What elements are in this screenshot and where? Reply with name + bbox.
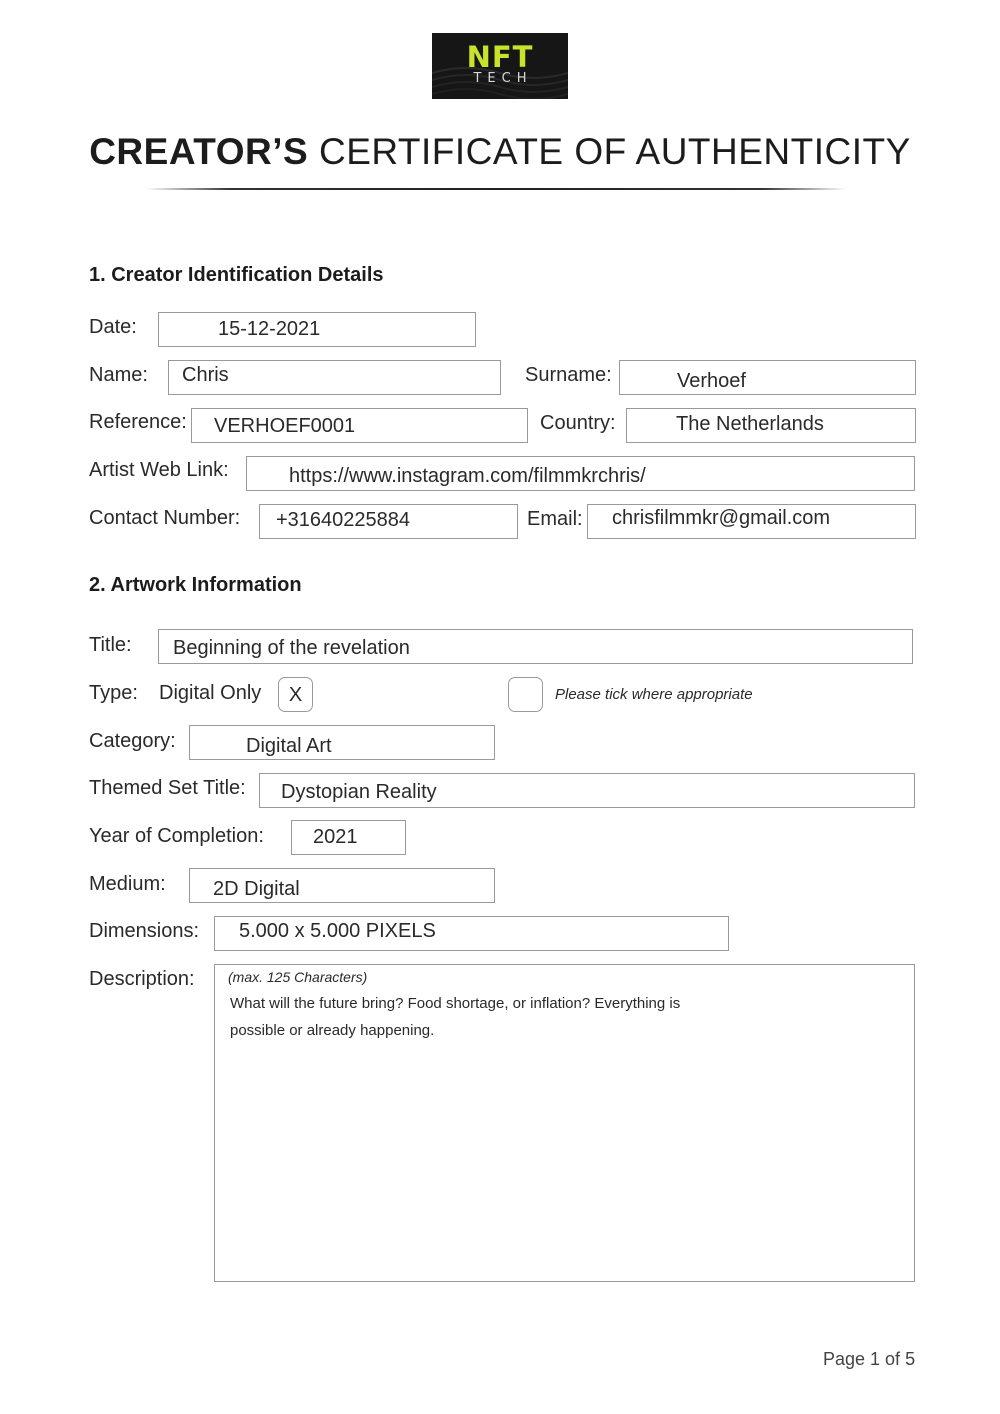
medium-value: 2D Digital (213, 878, 300, 900)
date-field[interactable] (158, 312, 476, 347)
medium-field[interactable] (189, 868, 495, 903)
title-bold-part: CREATOR’S (89, 131, 309, 172)
type-label: Type: (89, 682, 138, 704)
email-field[interactable] (587, 504, 916, 539)
type-note: Please tick where appropriate (555, 686, 753, 703)
surname-value: Verhoef (677, 370, 746, 392)
year-value: 2021 (313, 826, 358, 848)
year-label: Year of Completion: (89, 825, 264, 847)
artwork-title-value: Beginning of the revelation (173, 637, 410, 659)
reference-value: VERHOEF0001 (214, 415, 356, 437)
reference-label: Reference: (89, 411, 187, 433)
email-label: Email: (527, 508, 583, 530)
name-value: Chris (182, 364, 229, 386)
nft-tech-logo (432, 33, 568, 99)
email-value: chrisfilmmkr@gmail.com (612, 507, 831, 529)
title-divider (146, 188, 846, 190)
weblink-label: Artist Web Link: (89, 459, 229, 481)
type-digital-only-checkbox[interactable]: X (278, 677, 313, 712)
weblink-field[interactable] (246, 456, 915, 491)
medium-label: Medium: (89, 873, 166, 895)
contact-label: Contact Number: (89, 507, 241, 529)
date-label: Date: (89, 316, 137, 338)
logo-brand-text: NFT (466, 40, 534, 74)
description-hint: (max. 125 Characters) (228, 969, 368, 985)
name-label: Name: (89, 364, 148, 386)
weblink-value: https://www.instagram.com/filmmkrchris/ (289, 465, 646, 487)
artwork-title-field[interactable] (158, 629, 913, 664)
country-value: The Netherlands (676, 413, 824, 435)
country-field[interactable] (626, 408, 916, 443)
themed-set-value: Dystopian Reality (281, 781, 437, 803)
category-field[interactable] (189, 725, 495, 760)
title-label: Title: (89, 634, 132, 656)
logo-sub-text: TECH (473, 71, 533, 86)
reference-field[interactable] (191, 408, 528, 443)
document-title (0, 128, 1000, 176)
description-field[interactable] (214, 964, 915, 1282)
surname-field[interactable] (619, 360, 916, 395)
description-label: Description: (89, 968, 195, 990)
themed-set-field[interactable] (259, 773, 915, 808)
section-creator-heading: 1. Creator Identification Details (89, 264, 384, 286)
category-label: Category: (89, 730, 176, 752)
dimensions-label: Dimensions: (89, 920, 200, 942)
dimensions-field[interactable] (214, 916, 729, 951)
year-field[interactable] (291, 820, 406, 855)
page-number: Page 1 of 5 (823, 1349, 916, 1369)
dimensions-value: 5.000 x 5.000 PIXELS (239, 920, 436, 942)
surname-label: Surname: (525, 364, 612, 386)
type-option-digital-only: Digital Only (159, 682, 262, 704)
contact-value: +31640225884 (276, 509, 411, 531)
category-value: Digital Art (246, 735, 332, 757)
description-value: What will the future bring? Food shortage, or inflation? Everything is possible or already happening. (230, 995, 681, 1039)
contact-field[interactable] (259, 504, 518, 539)
country-label: Country: (540, 412, 616, 434)
section-artwork-heading: 2. Artwork Information (89, 574, 302, 596)
type-other-checkbox[interactable] (508, 677, 543, 712)
name-field[interactable] (168, 360, 501, 395)
title-rest-part: CERTIFICATE OF AUTHENTICITY (318, 131, 911, 172)
date-value: 15-12-2021 (218, 318, 321, 340)
themed-set-label: Themed Set Title: (89, 777, 246, 799)
